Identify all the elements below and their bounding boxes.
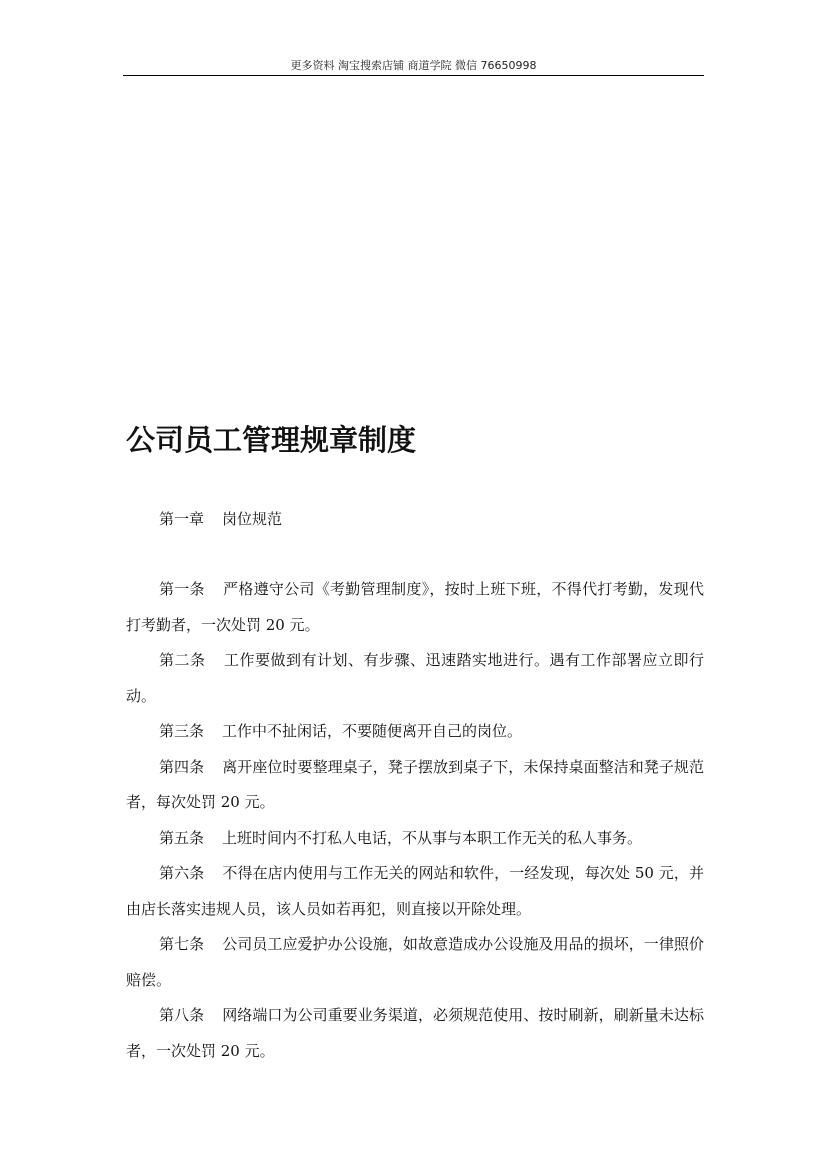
article-number: 第六条 [159, 864, 205, 882]
header-text: 更多资料 淘宝搜索店铺 商道学院 微信 76650998 [290, 59, 537, 72]
article-text: 上班时间内不打私人电话，不从事与本职工作无关的私人事务。 [222, 828, 643, 847]
article-number: 第一条 [159, 580, 205, 598]
article-7 [126, 927, 704, 998]
article-4 [126, 750, 704, 821]
article-text: 公司员工应爱护办公设施，如故意造成办公设施及用品的损坏，一律照价赔偿。 [126, 935, 704, 989]
article-text: 网络端口为公司重要业务渠道，必须规范使用、按时刷新，刷新量未达标者，一次处罚 20 元。 [126, 1006, 704, 1060]
chapter-heading [159, 507, 282, 531]
chapter-number: 第一章 [159, 510, 205, 528]
article-number: 第四条 [159, 757, 205, 776]
document-title: 公司员工管理规章制度 [126, 423, 417, 457]
article-number: 第二条 [159, 651, 206, 669]
chapter-name: 岗位规范 [222, 510, 283, 528]
article-3 [126, 714, 704, 750]
article-6 [126, 856, 704, 927]
article-8 [126, 998, 704, 1069]
article-number: 第八条 [159, 1006, 205, 1024]
article-text: 严格遵守公司《考勤管理制度》，按时上班下班，不得代打考勤，发现代打考勤者，一次处罚 20 元。 [126, 580, 704, 634]
article-number: 第三条 [159, 722, 205, 740]
article-text: 工作中不扯闲话，不要随便离开自己的岗位。 [222, 722, 523, 740]
article-text: 工作要做到有计划、有步骤、迅速踏实地进行。遇有工作部署应立即行动。 [126, 651, 704, 705]
article-number: 第五条 [159, 828, 205, 847]
page-header [123, 58, 704, 76]
article-list [126, 572, 704, 1069]
article-text: 不得在店内使用与工作无关的网站和软件，一经发现，每次处 50 元，并由店长落实违规人员，该人员如若再犯，则直接以开除处理。 [126, 864, 704, 918]
article-1 [126, 572, 704, 643]
article-number: 第七条 [159, 935, 205, 953]
article-2 [126, 643, 704, 714]
article-5 [126, 821, 704, 857]
article-text: 离开座位时要整理桌子，凳子摆放到桌子下，未保持桌面整洁和凳子规范者，每次处罚 20 元。 [126, 757, 704, 811]
